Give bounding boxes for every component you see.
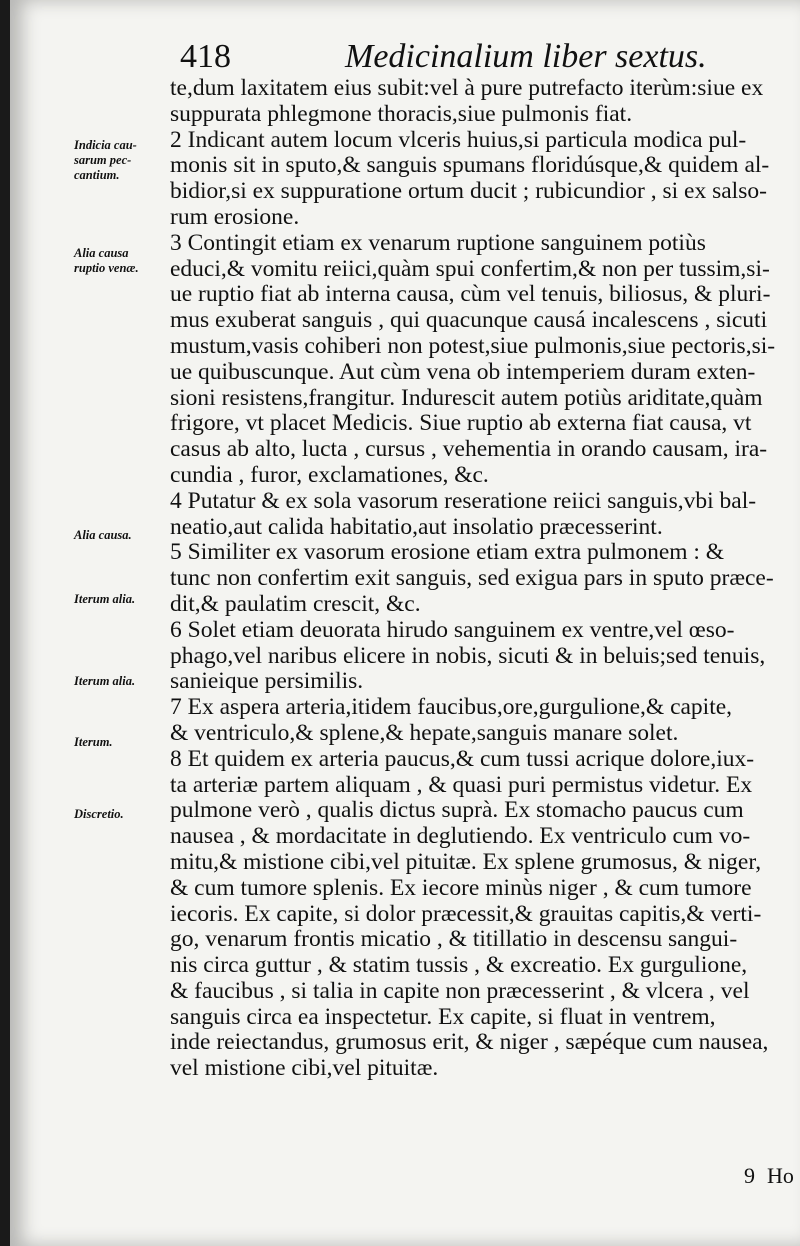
text-line: go, venarum frontis micatio , & titillatio in descensu sangui- bbox=[170, 926, 738, 953]
text-line: phago,vel naribus elicere in nobis, sicuti & in beluis;sed tenuis, bbox=[170, 642, 766, 669]
margin-note-indicia bbox=[74, 138, 174, 183]
text-line: ta arteriæ partem aliquam , & quasi puri permistus videtur. Ex bbox=[170, 771, 753, 798]
text-line: sanieique persimilis. bbox=[170, 668, 364, 695]
page-number: 418 bbox=[180, 38, 231, 75]
catchword: Ho bbox=[767, 1163, 794, 1188]
text-line: nis circa guttur , & statim tussis , & excreatio. Ex gurgulione, bbox=[170, 952, 748, 979]
text-line: cundia , furor, exclamationes, &c. bbox=[170, 461, 489, 488]
text-line: iecoris. Ex capite, si dolor præcessit,& grauitas capitis,& verti- bbox=[170, 900, 762, 927]
text-line: 5 Similiter ex vasorum erosione etiam extra pulmonem : & bbox=[170, 539, 725, 566]
margin-note-iterum-alia-2 bbox=[74, 674, 174, 689]
text-line: 4 Putatur & ex sola vasorum reseratione reiici sanguis,vbi bal- bbox=[170, 487, 757, 514]
margin-note-line: ruptio venæ. bbox=[74, 261, 139, 275]
margin-note-alia-causa-ruptio bbox=[74, 246, 174, 276]
margin-note-line: Indicia cau- bbox=[74, 138, 137, 152]
text-line: monis sit in sputo,& sanguis spumans floridúsque,& quidem al- bbox=[170, 152, 770, 179]
text-line: vel mistione cibi,vel pituitæ. bbox=[170, 1055, 439, 1082]
text-line: & ventriculo,& splene,& hepate,sanguis manare solet. bbox=[170, 719, 679, 746]
text-line: 6 Solet etiam deuorata hirudo sanguinem ex ventre,vel œso- bbox=[170, 616, 735, 643]
margin-note-line: Alia causa. bbox=[74, 528, 132, 542]
text-line: 8 Et quidem ex arteria paucus,& cum tussi acrique dolore,iux- bbox=[170, 745, 755, 772]
body-text bbox=[170, 76, 778, 1082]
margin-note-iterum-alia-1 bbox=[74, 592, 174, 607]
running-title: Medicinalium liber sextus. bbox=[345, 38, 707, 75]
margin-note-discretio bbox=[74, 807, 174, 822]
margin-note-line: sarum pec- bbox=[74, 153, 132, 167]
margin-note-line: cantium. bbox=[74, 168, 120, 182]
text-line: sioni resistens,frangitur. Indurescit autem potiùs ariditate,quàm bbox=[170, 384, 763, 411]
text-line: educi,& vomitu reiici,quàm spui confertim,& non per tussim,si- bbox=[170, 255, 770, 282]
text-line: te,dum laxitatem eius subit:vel à pure putrefacto iterùm:siue ex bbox=[170, 75, 764, 101]
text-line: inde reiectandus, grumosus erit, & niger , sæpéque cum nausea, bbox=[170, 1029, 769, 1056]
text-line: mitu,& mistione cibi,vel pituitæ. Ex splene grumosus, & niger, bbox=[170, 848, 762, 875]
text-line: sanguis circa ea inspectetur. Ex capite, si fluat in ventrem, bbox=[170, 1003, 716, 1030]
text-line: & cum tumore splenis. Ex iecore minùs niger , & cum tumore bbox=[170, 874, 752, 901]
text-line: dit,& paulatim crescit, &c. bbox=[170, 590, 421, 617]
text-line: 2 Indicant autem locum vlceris huius,si particula modica pul- bbox=[170, 126, 747, 153]
margin-note-alia-causa bbox=[74, 528, 174, 543]
text-line: ue quibuscunque. Aut cùm vena ob intemperiem duram exten- bbox=[170, 358, 756, 385]
signature-mark bbox=[744, 1163, 794, 1189]
text-line: bidior,si ex suppuratione ortum ducit ; rubicundior , si ex salso- bbox=[170, 178, 767, 205]
text-line: & faucibus , si talia in capite non præcesserint , & vlcera , vel bbox=[170, 977, 750, 1004]
text-line: mustum,vasis cohiberi non potest,siue pulmonis,siue pectoris,si- bbox=[170, 332, 776, 359]
text-line: pulmone verò , qualis dictus suprà. Ex stomacho paucus cum bbox=[170, 797, 744, 824]
margin-note-iterum bbox=[74, 735, 174, 750]
text-line: 3 Contingit etiam ex venarum ruptione sanguinem potiùs bbox=[170, 229, 706, 256]
text-line: suppurata phlegmone thoracis,siue pulmonis fiat. bbox=[170, 100, 633, 127]
margin-note-line: Alia causa bbox=[74, 246, 129, 260]
margin-note-line: Iterum. bbox=[74, 735, 113, 749]
text-line: neatio,aut calida habitatio,aut insolatio præcesserint. bbox=[170, 513, 663, 540]
signature-number: 9 bbox=[744, 1163, 755, 1188]
text-line: ue ruptio fiat ab interna causa, cùm vel tenuis, biliosus, & pluri- bbox=[170, 281, 771, 308]
margin-note-line: Iterum alia. bbox=[74, 592, 136, 606]
margin-note-line: Iterum alia. bbox=[74, 674, 136, 688]
text-line: casus ab alto, lucta , cursus , vehementia in orando causam, ira- bbox=[170, 436, 768, 463]
text-line: tunc non confertim exit sanguis, sed exigua pars in sputo præce- bbox=[170, 565, 774, 592]
text-line: mus exuberat sanguis , qui quacunque causá incalescens , sicuti bbox=[170, 307, 768, 334]
text-line: rum erosione. bbox=[170, 203, 300, 230]
running-header bbox=[170, 38, 770, 78]
text-line: 7 Ex aspera arteria,itidem faucibus,ore,gurgulione,& capite, bbox=[170, 694, 733, 721]
book-page bbox=[10, 0, 800, 1246]
margin-note-line: Discretio. bbox=[74, 807, 124, 821]
text-line: frigore, vt placet Medicis. Siue ruptio ab externa fiat causa, vt bbox=[170, 410, 752, 437]
text-line: nausea , & mordacitate in deglutiendo. Ex ventriculo cum vo- bbox=[170, 823, 751, 850]
